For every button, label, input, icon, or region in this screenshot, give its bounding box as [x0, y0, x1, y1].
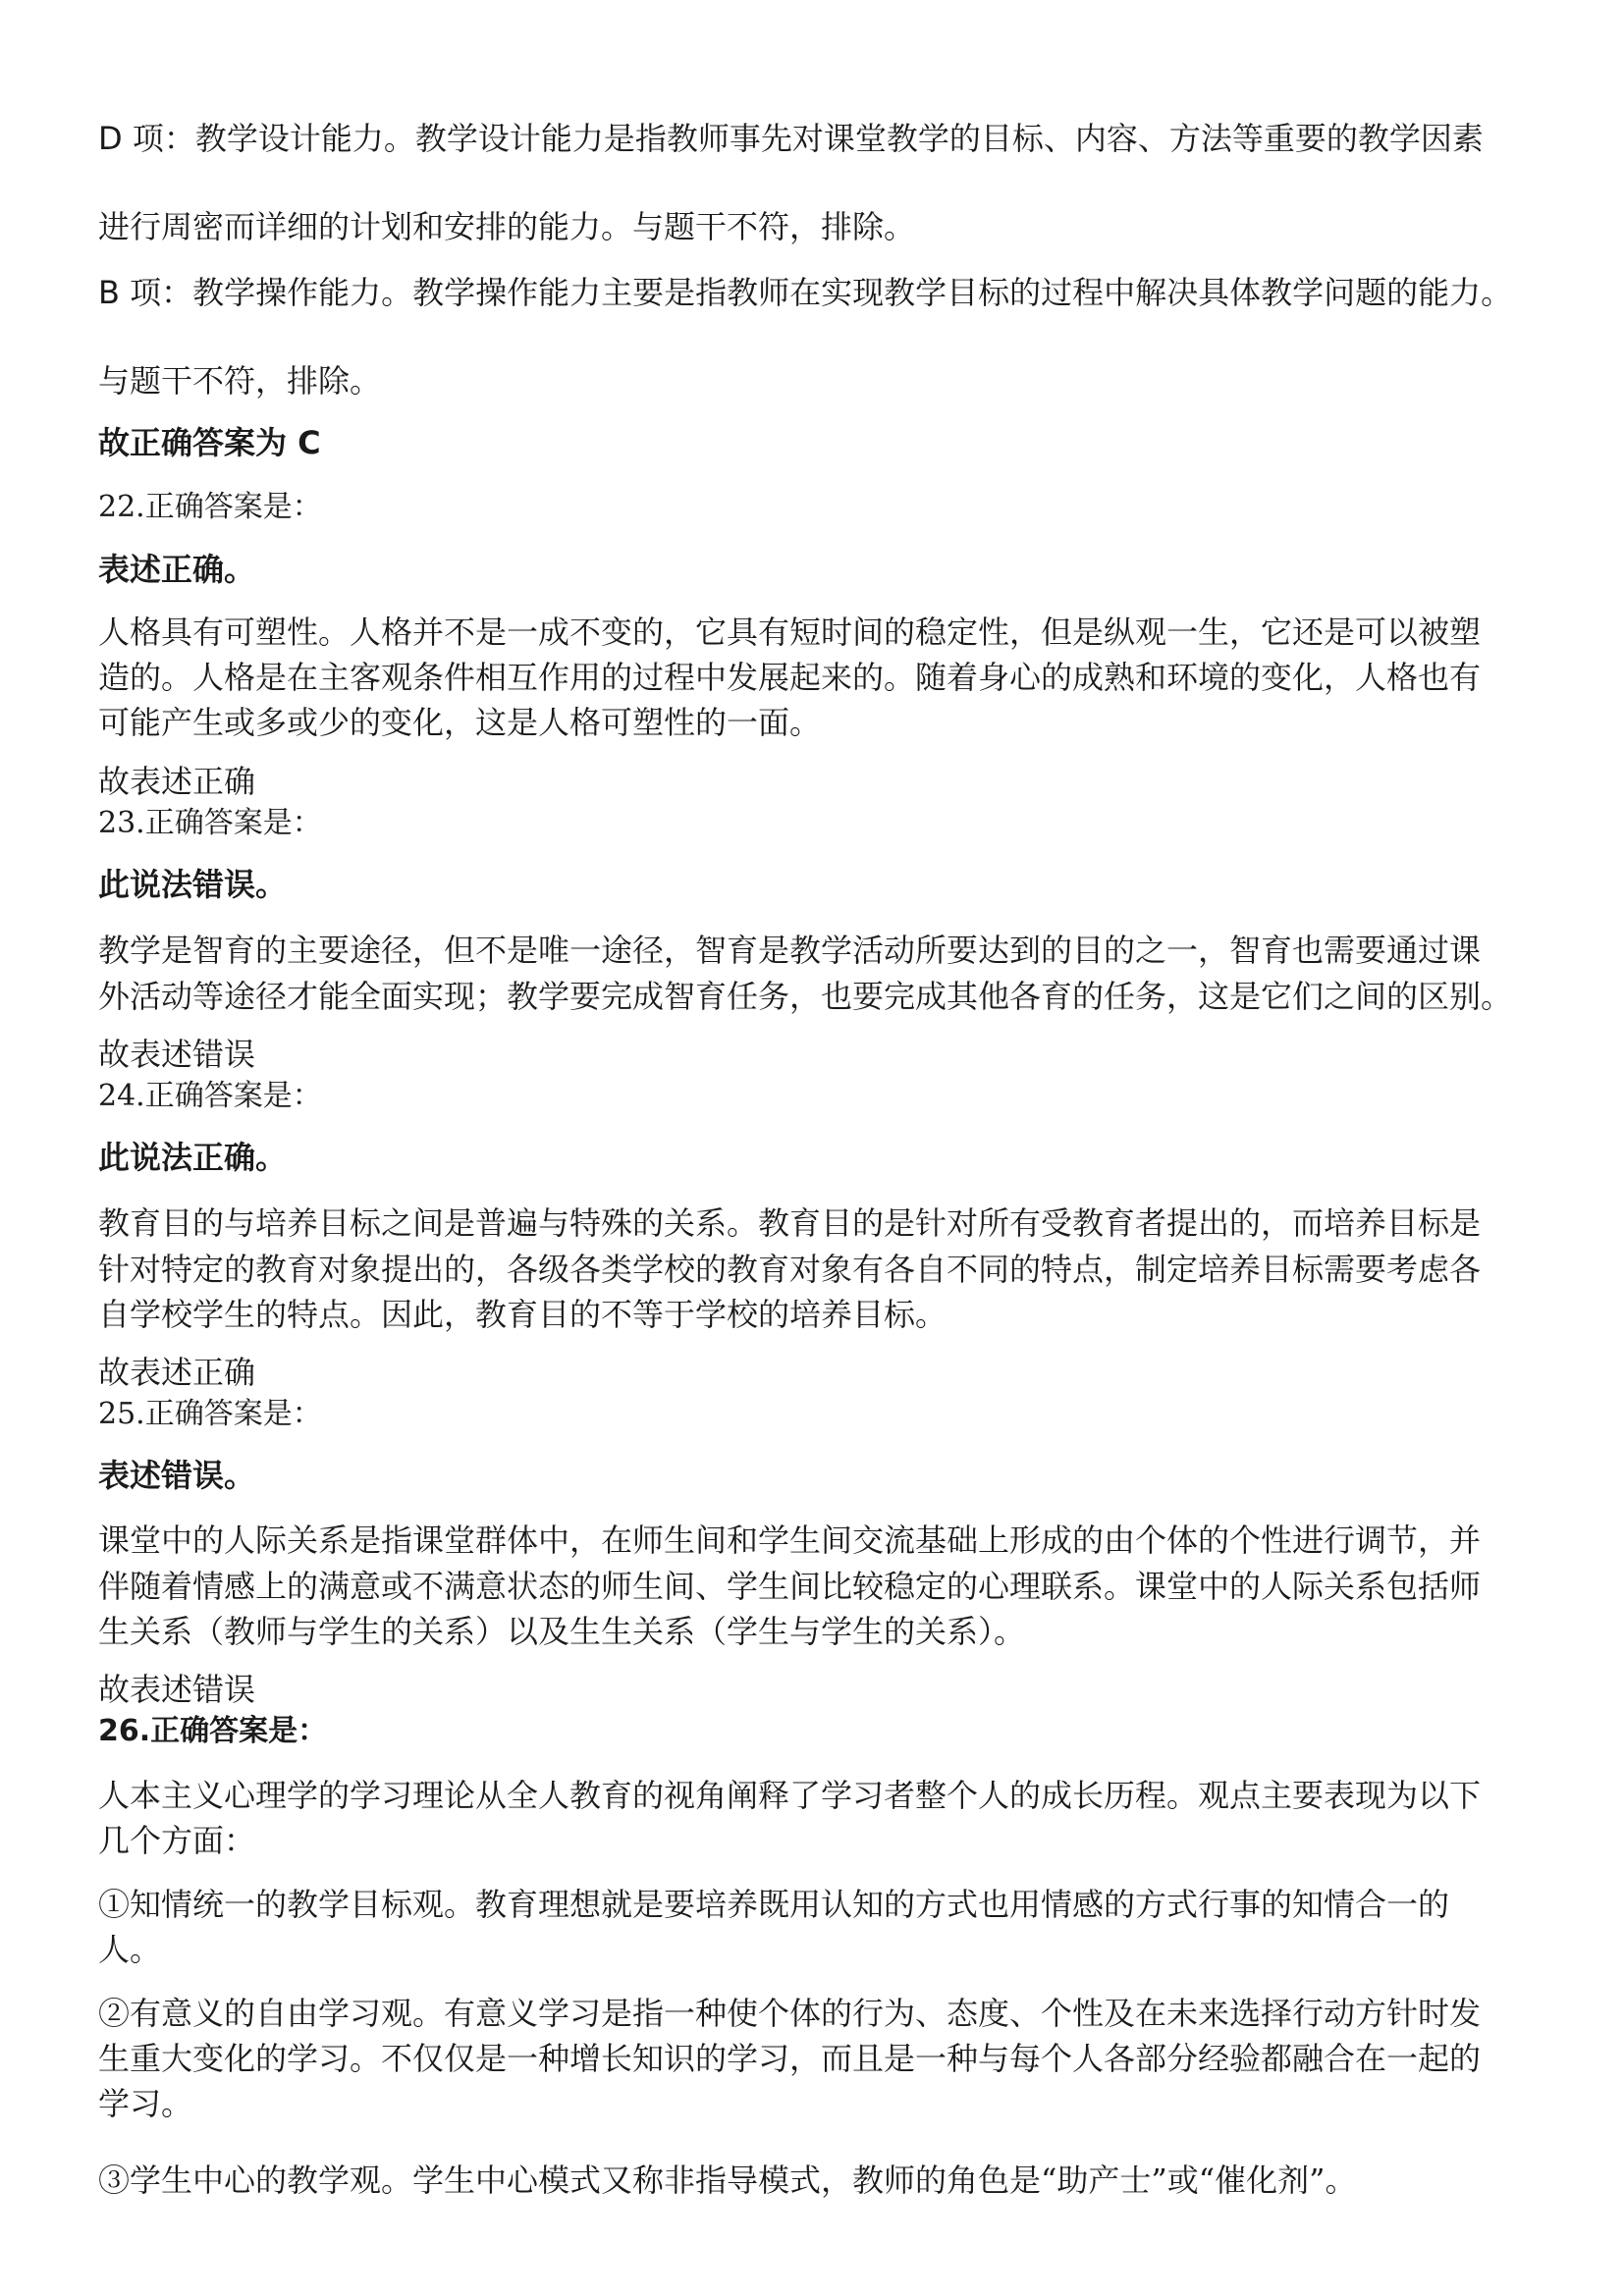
question-26-intro-line-1: 人本主义心理学的学习理论从全人教育的视角阐释了学习者整个人的成长历程。观点主要表现为以下 [98, 1777, 1482, 1814]
question-25-verdict: 表述错误。 [98, 1457, 256, 1494]
question-22-explanation-line-3: 可能产生或多或少的变化，这是人格可塑性的一面。 [98, 704, 822, 741]
question-24-heading: 24.正确答案是： [98, 1079, 322, 1113]
answer-conclusion-c: 故正确答案为 C [98, 424, 321, 461]
question-25-heading: 25.正确答案是： [98, 1397, 322, 1431]
question-26-heading: 26.正确答案是： [98, 1714, 328, 1748]
question-26-point-3: ③学生中心的教学观。学生中心模式又称非指导模式，教师的角色是“助产士”或“催化剂”。 [98, 2162, 1357, 2199]
question-24-explanation-line-1: 教育目的与培养目标之间是普遍与特殊的关系。教育目的是针对所有受教育者提出的，而培养目标是 [98, 1204, 1482, 1242]
question-25-explanation-line-3: 生关系（教师与学生的关系）以及生生关系（学生与学生的关系）。 [98, 1613, 1026, 1650]
question-22-heading: 22.正确答案是： [98, 490, 322, 524]
question-22-conclusion: 故表述正确 [98, 763, 256, 800]
question-23-verdict: 此说法错误。 [98, 866, 288, 903]
question-26-point-2-line-1: ②有意义的自由学习观。有意义学习是指一种使个体的行为、态度、个性及在未来选择行动方针时发 [98, 1995, 1482, 2032]
question-25-conclusion: 故表述错误 [98, 1671, 256, 1708]
question-26-point-1-line-1: ①知情统一的教学目标观。教育理想就是要培养既用认知的方式也用情感的方式行事的知情合一的 [98, 1886, 1450, 1923]
paragraph-b-option-line-1: B 项：教学操作能力。教学操作能力主要是指教师在实现教学目标的过程中解决具体教学问题的能力。 [98, 274, 1513, 311]
question-24-conclusion: 故表述正确 [98, 1354, 256, 1391]
question-23-explanation-line-1: 教学是智育的主要途径，但不是唯一途径，智育是教学活动所要达到的目的之一，智育也需要通过课 [98, 932, 1482, 969]
question-22-verdict: 表述正确。 [98, 551, 256, 588]
question-23-heading: 23.正确答案是： [98, 806, 322, 840]
question-25-explanation-line-2: 伴随着情感上的满意或不满意状态的师生间、学生间比较稳定的心理联系。课堂中的人际关系包括师 [98, 1568, 1482, 1605]
question-26-point-1-line-2: 人。 [98, 1931, 162, 1968]
question-24-explanation-line-3: 自学校学生的特点。因此，教育目的不等于学校的培养目标。 [98, 1296, 947, 1333]
question-23-conclusion: 故表述错误 [98, 1036, 256, 1073]
paragraph-d-option-line-2: 进行周密而详细的计划和安排的能力。与题干不符，排除。 [98, 208, 916, 245]
question-24-verdict: 此说法正确。 [98, 1139, 288, 1176]
question-26-intro-line-2: 几个方面： [98, 1822, 256, 1859]
paragraph-b-option-line-2: 与题干不符，排除。 [98, 362, 382, 400]
paragraph-d-option-line-1: D 项：教学设计能力。教学设计能力是指教师事先对课堂教学的目标、内容、方法等重要的教学因素 [98, 120, 1484, 157]
question-22-explanation-line-2: 造的。人格是在主客观条件相互作用的过程中发展起来的。随着身心的成熟和环境的变化，人格也有 [98, 659, 1482, 696]
question-24-explanation-line-2: 针对特定的教育对象提出的，各级各类学校的教育对象有各自不同的特点，制定培养目标需要考虑各 [98, 1251, 1482, 1288]
question-26-point-2-line-3: 学习。 [98, 2085, 193, 2122]
question-23-explanation-line-2: 外活动等途径才能全面实现；教学要完成智育任务，也要完成其他各育的任务，这是它们之间的区别。 [98, 978, 1513, 1015]
question-22-explanation-line-1: 人格具有可塑性。人格并不是一成不变的，它具有短时间的稳定性，但是纵观一生，它还是可以被塑 [98, 614, 1482, 651]
question-26-point-2-line-2: 生重大变化的学习。不仅仅是一种增长知识的学习，而且是一种与每个人各部分经验都融合在一起的 [98, 2040, 1482, 2077]
question-25-explanation-line-1: 课堂中的人际关系是指课堂群体中，在师生间和学生间交流基础上形成的由个体的个性进行调节，并 [98, 1522, 1482, 1559]
